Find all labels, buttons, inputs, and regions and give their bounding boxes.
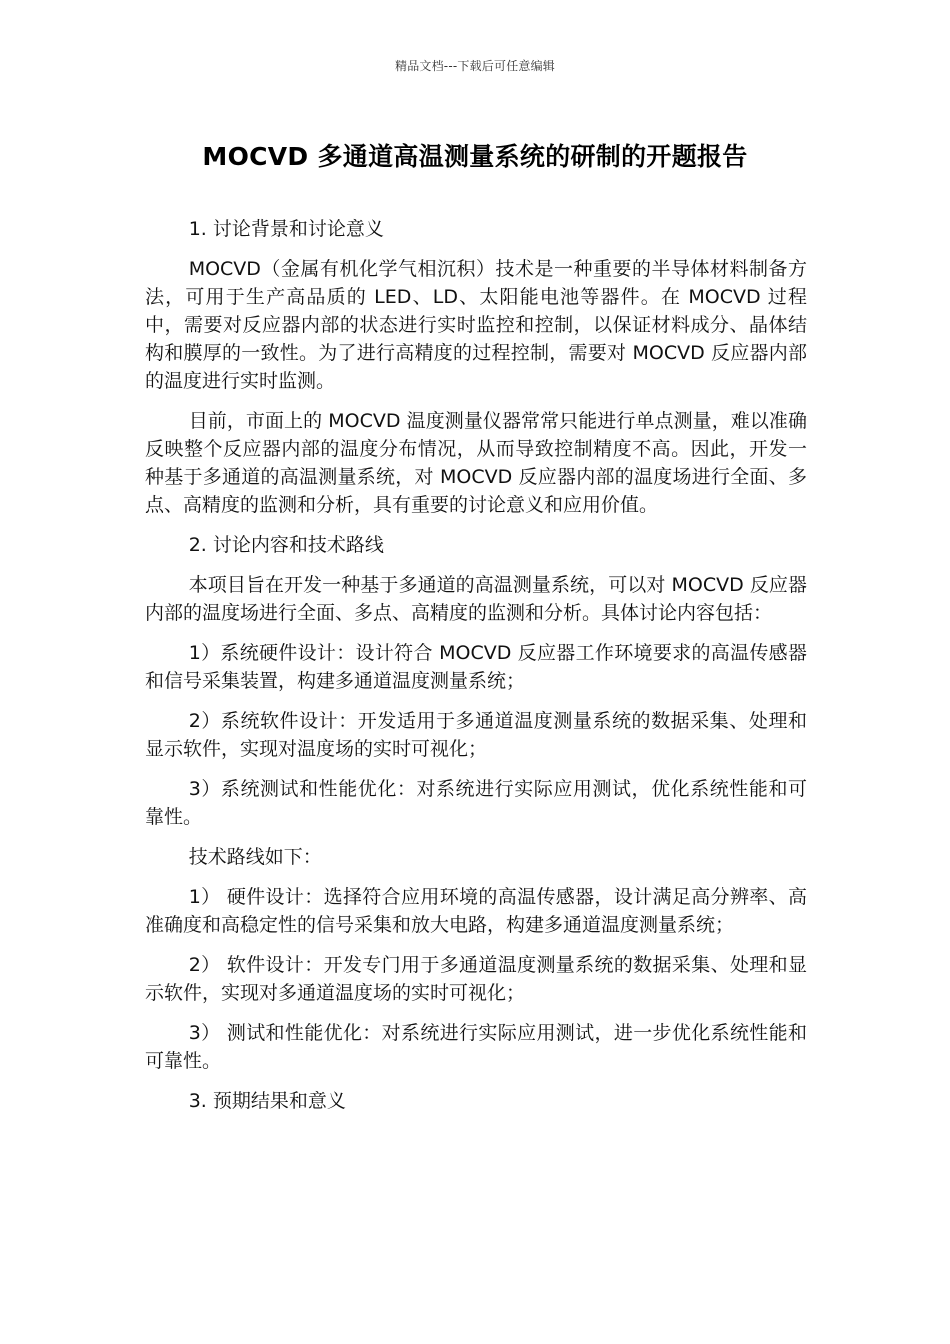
- route-item-software: 2） 软件设计：开发专门用于多通道温度测量系统的数据采集、处理和显示软件，实现对多通道温度场的实时可视化；: [145, 954, 807, 1004]
- list-item-software-design: 2）系统软件设计：开发适用于多通道温度测量系统的数据采集、处理和显示软件，实现对温度场的实时可视化；: [145, 710, 807, 760]
- document-title: MOCVD 多通道高温测量系统的研制的开题报告: [202, 142, 748, 171]
- route-item-testing: 3） 测试和性能优化：对系统进行实际应用测试，进一步优化系统性能和可靠性。: [145, 1022, 807, 1072]
- list-item-hardware-design: 1）系统硬件设计：设计符合 MOCVD 反应器工作环境要求的高温传感器和信号采集装置，构建多通道温度测量系统；: [145, 642, 807, 692]
- section-heading-background: 1. 讨论背景和讨论意义: [188, 218, 384, 240]
- paragraph-current-status: 目前，市面上的 MOCVD 温度测量仪器常常只能进行单点测量，难以准确反映整个反应器内部的温度分布情况，从而导致控制精度不高。因此，开发一种基于多通道的高温测量系统，对 MOCVD 反应器内部的温度场进行全面、多点、高精度的监测和分析，具有重要的讨论意义和应用价值。: [145, 410, 807, 516]
- paragraph-tech-route-intro: 技术路线如下：: [188, 846, 322, 868]
- header-note: 精品文档---下载后可任意编辑: [395, 59, 555, 73]
- section-heading-results: 3. 预期结果和意义: [188, 1090, 346, 1112]
- paragraph-mocvd-intro: MOCVD（金属有机化学气相沉积）技术是一种重要的半导体材料制备方法，可用于生产高品质的 LED、LD、太阳能电池等器件。在 MOCVD 过程中，需要对反应器内部的状态进行实时监控和控制，以保证材料成分、晶体结构和膜厚的一致性。为了进行高精度的过程控制，需要对 MOCVD 反应器内部的温度进行实时监测。: [145, 258, 807, 392]
- document-body: [145, 215, 807, 1127]
- paragraph-project-goal: 本项目旨在开发一种基于多通道的高温测量系统，可以对 MOCVD 反应器内部的温度场进行全面、多点、高精度的监测和分析。具体讨论内容包括：: [145, 574, 807, 624]
- list-item-testing: 3）系统测试和性能优化：对系统进行实际应用测试，优化系统性能和可靠性。: [145, 778, 807, 828]
- section-heading-content: 2. 讨论内容和技术路线: [188, 534, 384, 556]
- route-item-hardware: 1） 硬件设计：选择符合应用环境的高温传感器，设计满足高分辨率、高准确度和高稳定性的信号采集和放大电路，构建多通道温度测量系统；: [145, 886, 807, 936]
